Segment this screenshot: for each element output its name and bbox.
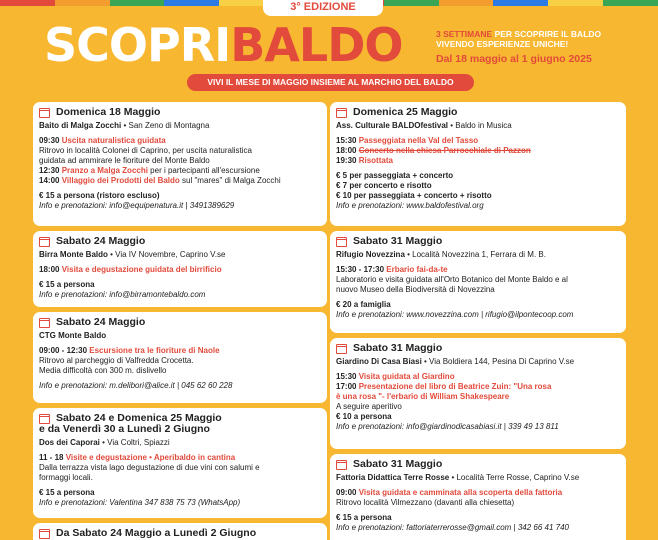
event-title: Presentazione del libro di Beatrice Zuin: "Una rosa	[358, 382, 552, 391]
venue: Rifugio Novezzina	[336, 250, 405, 259]
venue: Birra Monte Baldo	[39, 250, 108, 259]
contact-info: Info e prenotazioni: info@birramontebaldo.com	[39, 290, 206, 299]
price: € 10 a persona	[336, 412, 392, 421]
tagline-highlight: 3 SETTIMANE	[436, 29, 493, 39]
event-card-2	[33, 231, 327, 307]
place: • Località Novezzina 1, Ferrara di M. B.	[404, 250, 546, 259]
price: € 5 per passeggiata + concerto	[336, 171, 454, 180]
contact-info: Info e prenotazioni: www.novezzina.com | rifugio@ilpontecoop.com	[336, 310, 574, 319]
event-desc: Laboratorio e visita guidata all'Orto Botanico del Monte Baldo e al	[336, 275, 568, 284]
event-card-3	[33, 312, 327, 403]
event-desc: Ritrovo al parcheggio di Valfredda Crocetta.	[39, 356, 194, 365]
event-date: Sabato 24 Maggio	[56, 316, 146, 328]
event-date: e da Venerdì 30 a Lunedì 2 Giugno	[39, 423, 210, 435]
place: • San Zeno di Montagna	[121, 121, 210, 130]
event-date: Sabato 24 Maggio	[56, 235, 146, 247]
place: • Baldo in Musica	[448, 121, 512, 130]
event-date: Sabato 31 Maggio	[353, 235, 443, 247]
event-desc: formaggi locali.	[39, 473, 93, 482]
event-desc: A seguire aperitivo	[336, 402, 402, 411]
event-date: Da Sabato 24 Maggio a Lunedì 2 Giugno	[56, 527, 257, 539]
tagline-text-1: PER SCOPRIRE IL BALDO	[492, 29, 602, 39]
price: € 15 a persona	[39, 488, 95, 497]
event-card-9	[330, 454, 626, 540]
tagline	[436, 29, 656, 49]
calendar-icon	[39, 414, 50, 424]
place: • Località Terre Rosse, Caprino V.se	[449, 473, 580, 482]
event-time: 11 - 18	[39, 453, 64, 462]
calendar-icon	[39, 318, 50, 328]
contact-info: Info e prenotazioni: www.baldofestival.org	[336, 201, 484, 210]
event-card-4	[33, 408, 327, 518]
contact-info: Info e prenotazioni: m.delibori@alice.it | 045 62 60 228	[39, 381, 233, 390]
price: € 15 a persona	[336, 513, 392, 522]
place: • Via Coltri, Spiazzi	[99, 438, 170, 447]
calendar-icon	[39, 237, 50, 247]
contact-info: Info e prenotazioni: Valentina 347 838 75 73 (WhatsApp)	[39, 498, 241, 507]
venue: CTG Monte Baldo	[39, 331, 107, 340]
event-time: 18:00	[39, 265, 60, 274]
contact-info: Info e prenotazioni: fattoriaterrerosse@gmail.com | 342 66 41 740	[336, 523, 569, 532]
event-desc: per i partecipanti all'escursione	[147, 166, 260, 175]
event-date: Domenica 25 Maggio	[353, 106, 458, 118]
event-date: Sabato 31 Maggio	[353, 342, 443, 354]
venue: Ass. Culturale BALDOfestival	[336, 121, 449, 130]
price: € 10 per passeggiata + concerto + risotto	[336, 191, 492, 200]
event-card-7	[330, 231, 626, 333]
venue: Dos dei Caporai	[39, 438, 100, 447]
event-card-5	[33, 523, 327, 540]
price: € 20 a famiglia	[336, 300, 391, 309]
festival-dates: Dal 18 maggio al 1 giugno 2025	[436, 53, 592, 65]
place: • Via Boldiera 144, Pesina Di Caprino V.se	[421, 357, 575, 366]
event-title: è una rosa "- l'erbario di William Shakespeare	[336, 392, 510, 401]
event-card-8	[330, 338, 626, 449]
event-date: Sabato 31 Maggio	[353, 458, 443, 470]
event-desc: Media difficoltà con 300 m. dislivello	[39, 366, 167, 375]
event-title: Visita guidata e camminata alla scoperta della fattoria	[356, 488, 563, 497]
event-time: 09:00 - 12:30	[39, 346, 88, 355]
calendar-icon	[39, 108, 50, 118]
event-card-1	[33, 102, 327, 226]
event-title: Passeggiata nella Val del Tasso	[358, 136, 479, 145]
event-desc: nuovo Museo della Biodiversità di Novezzina	[336, 285, 495, 294]
event-desc: Ritrovo in località Colonei di Caprino, per uscita naturalistica	[39, 146, 252, 155]
event-title: Villaggio dei Prodotti del Baldo	[61, 176, 180, 185]
event-title: Uscita naturalistica guidata	[61, 136, 166, 145]
event-time: 15:30	[336, 372, 357, 381]
contact-info: Info e prenotazioni: info@equipenatura.it | 3491389629	[39, 201, 235, 210]
event-title: Pranzo a Malga Zocchi	[61, 166, 148, 175]
calendar-icon	[336, 237, 347, 247]
event-time: 09:30	[39, 136, 60, 145]
edition-badge: 3° EDIZIONE	[263, 0, 383, 16]
logo-part-2: BALDO	[230, 18, 403, 72]
calendar-icon	[336, 108, 347, 118]
price: € 15 a persona (ristoro escluso)	[39, 191, 160, 200]
event-time: 15:30	[336, 136, 357, 145]
event-time: 12:30	[39, 166, 60, 175]
event-title: Escursione tra le fioriture di Naole	[89, 346, 220, 355]
logo	[44, 20, 403, 70]
event-title: Concerto nella chiesa Parrocchiale di Pazzon	[358, 146, 531, 155]
event-time: 18:00	[336, 146, 357, 155]
banner: VIVI IL MESE DI MAGGIO INSIEME AL MARCHIO DEL BALDO	[187, 74, 474, 91]
event-desc: Ritrovo località Vilmezzano (davanti alla chiesetta)	[336, 498, 515, 507]
event-card-6	[330, 102, 626, 226]
event-title: Visite e degustazione • Aperibaldo in cantina	[65, 453, 236, 462]
event-desc: Dalla terrazza vista lago degustazione di due vini con salumi e	[39, 463, 260, 472]
event-date: Domenica 18 Maggio	[56, 106, 161, 118]
logo-part-1: SCOPRI	[44, 18, 231, 72]
price: € 7 per concerto e risotto	[336, 181, 432, 190]
venue: Baito di Malga Zocchi	[39, 121, 122, 130]
event-time: 09:00	[336, 488, 357, 497]
contact-info: Info e prenotazioni: info@giardinodicasabiasi.it | 339 49 13 811	[336, 422, 559, 431]
event-time: 15:30 - 17:30	[336, 265, 385, 274]
price: € 15 a persona	[39, 280, 95, 289]
event-desc: sul "mares" di Malga Zocchi	[179, 176, 281, 185]
event-title: Visita e degustazione guidata del birrificio	[61, 265, 222, 274]
calendar-icon	[39, 529, 50, 539]
event-desc: guidata ad ammirare le fioriture del Monte Baldo	[39, 156, 210, 165]
event-title: Erbario fai-da-te	[386, 265, 448, 274]
event-time: 19:30	[336, 156, 357, 165]
tagline-text-2: VIVENDO ESPERIENZE UNICHE!	[436, 39, 569, 49]
event-date: Sabato 24 e Domenica 25 Maggio	[56, 412, 222, 424]
calendar-icon	[336, 344, 347, 354]
event-time: 14:00	[39, 176, 60, 185]
event-time: 17:00	[336, 382, 357, 391]
venue: Fattoria Didattica Terre Rosse	[336, 473, 450, 482]
calendar-icon	[336, 460, 347, 470]
venue: Giardino Di Casa Biasi	[336, 357, 422, 366]
event-title: Visita guidata al Giardino	[358, 372, 455, 381]
place: • Via IV Novembre, Caprino V.se	[107, 250, 226, 259]
event-title: Risottata	[358, 156, 393, 165]
